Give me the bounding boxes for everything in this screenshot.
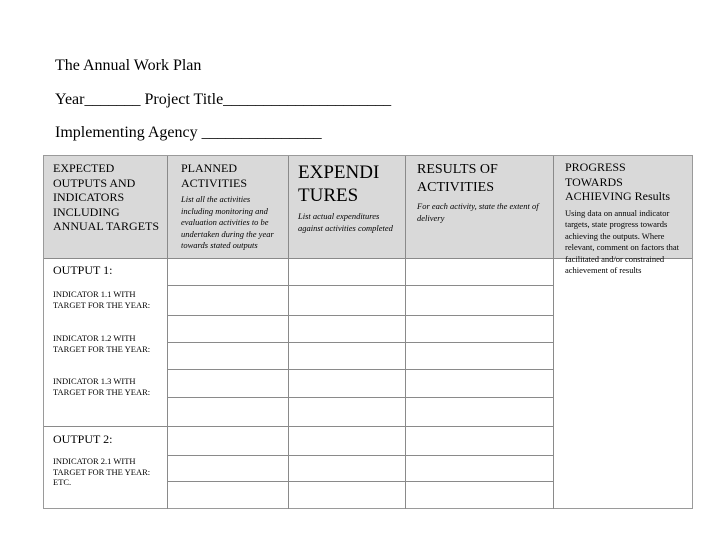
header-title: EXPECTED OUTPUTS AND INDICATORS INCLUDING ANNUAL TARGETS xyxy=(53,161,160,233)
row-divider xyxy=(167,342,553,343)
column-divider xyxy=(553,156,554,509)
row-divider xyxy=(167,285,553,286)
header-planned-activities xyxy=(181,161,284,252)
header-progress xyxy=(565,160,685,277)
page-title: The Annual Work Plan xyxy=(55,57,202,74)
indicator-item: INDICATOR 2.1 WITH TARGET FOR THE YEAR: ETC. xyxy=(53,456,151,487)
row-divider xyxy=(167,481,553,482)
indicator-item: INDICATOR 1.1 WITH TARGET FOR THE YEAR: xyxy=(53,289,151,310)
row-divider xyxy=(167,455,553,456)
output-label: OUTPUT 1: xyxy=(53,263,113,277)
header-note: List actual expenditures against activities completed xyxy=(298,211,393,233)
header-title: PLANNED ACTIVITIES xyxy=(181,161,247,190)
header-note: Using data on annual indicator targets, state progress towards achieving the outputs. Where relevant, comment on factors that facilitated and/or constrained achievement of results xyxy=(565,207,679,275)
row-divider xyxy=(167,397,553,398)
indicator-item: INDICATOR 1.3 WITH TARGET FOR THE YEAR: xyxy=(53,376,151,397)
column-divider xyxy=(167,156,168,509)
row-divider xyxy=(167,315,553,316)
header-results xyxy=(417,161,549,224)
header-title: EXPENDI TURES xyxy=(298,162,380,206)
row-divider xyxy=(167,369,553,370)
output-label: OUTPUT 2: xyxy=(53,432,113,446)
row-divider xyxy=(167,426,553,427)
column-divider xyxy=(405,156,406,509)
column-divider xyxy=(288,156,289,509)
header-expected-outputs xyxy=(53,161,163,234)
header-note: List all the activities including monitoring and evaluation activities to be undertaken during the year towards stated outputs xyxy=(181,194,274,250)
work-plan-table xyxy=(43,155,693,509)
header-expenditures xyxy=(298,161,402,234)
header-title: RESULTS OF ACTIVITIES xyxy=(417,162,498,195)
output-divider xyxy=(44,426,168,427)
implementing-agency-line: Implementing Agency _______________ xyxy=(55,124,322,141)
output-block xyxy=(53,263,165,278)
output-block xyxy=(53,432,165,447)
year-project-line: Year_______ Project Title_____________________ xyxy=(55,91,392,108)
header-title: PROGRESS TOWARDS ACHIEVING Results xyxy=(565,160,670,203)
indicator-item: INDICATOR 1.2 WITH TARGET FOR THE YEAR: xyxy=(53,333,151,354)
header-note: For each activity, state the extent of delivery xyxy=(417,201,539,223)
